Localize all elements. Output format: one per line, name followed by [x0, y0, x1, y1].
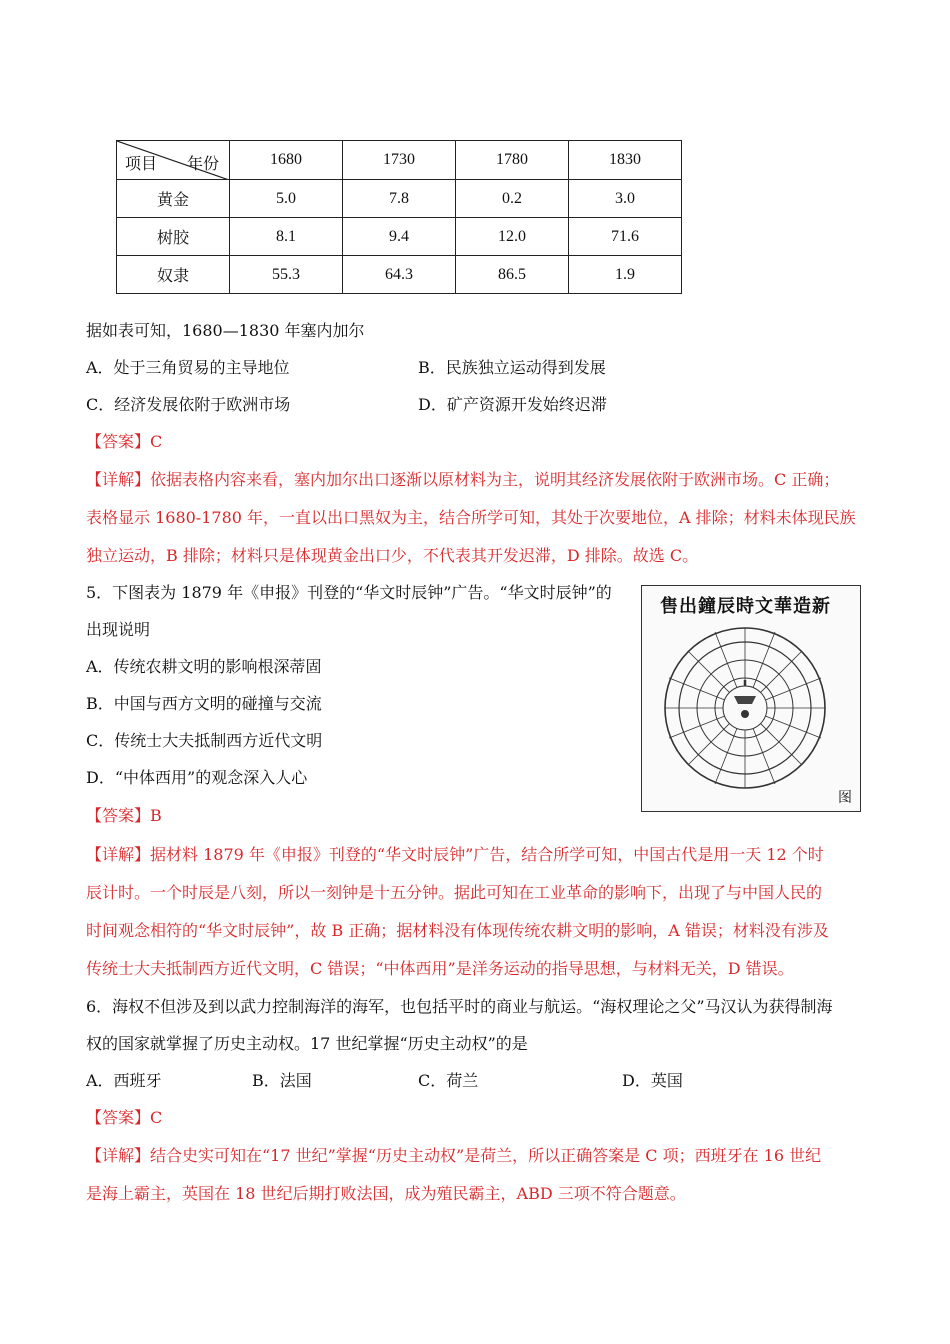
- q5-option-b: B．中国与西方文明的碰撞与交流: [86, 694, 322, 713]
- data-table: [116, 140, 682, 294]
- table-cell: 5.0: [230, 180, 343, 218]
- table-cell: 7.8: [343, 180, 456, 218]
- q4-answer: 【答案】C: [86, 432, 163, 451]
- clock-dial-icon: [642, 618, 860, 808]
- year-header: 1780: [456, 141, 569, 180]
- q5-option-d: D．“中体西用”的观念深入人心: [86, 768, 308, 787]
- q6-detail-line: 是海上霸主，英国在 18 世纪后期打败法国，成为殖民霸主，ABD 三项不符合题意。: [86, 1184, 686, 1203]
- table-row: [117, 256, 682, 294]
- figure-label: 图: [838, 790, 852, 806]
- table-header-corner: [117, 141, 230, 180]
- row-label: 黄金: [117, 180, 230, 218]
- table-cell: 12.0: [456, 218, 569, 256]
- q4-stem: 据如表可知，1680—1830 年塞内加尔: [86, 321, 365, 340]
- table-row: [117, 180, 682, 218]
- q5-detail-line: 时间观念相符的“华文时辰钟”，故 B 正确；据材料没有体现传统农耕文明的影响，A 错误；材料没有涉及: [86, 921, 829, 940]
- q6-option-b: B．法国: [252, 1071, 312, 1090]
- table-cell: 64.3: [343, 256, 456, 294]
- q5-option-a: A．传统农耕文明的影响根深蒂固: [86, 657, 322, 676]
- year-header: 1730: [343, 141, 456, 180]
- q5-answer: 【答案】B: [86, 806, 162, 825]
- header-item-label: 项目: [125, 156, 158, 173]
- row-label: 树胶: [117, 218, 230, 256]
- q6-stem-line: 6．海权不但涉及到以武力控制海洋的海军，也包括平时的商业与航运。“海权理论之父”马汉认为获得制海: [86, 997, 833, 1016]
- table-cell: 55.3: [230, 256, 343, 294]
- q4-detail-line: 独立运动，B 排除；材料只是体现黄金出口少，不代表其开发迟滞，D 排除。故选 C。: [86, 546, 699, 565]
- q4-option-c: C．经济发展依附于欧洲市场: [86, 395, 291, 414]
- clock-advertisement-figure: [641, 585, 861, 812]
- table-cell: 71.6: [569, 218, 682, 256]
- table-cell: 1.9: [569, 256, 682, 294]
- table-cell: 86.5: [456, 256, 569, 294]
- q6-option-c: C．荷兰: [418, 1071, 479, 1090]
- q6-detail-line: 【详解】结合史实可知在“17 世纪”掌握“历史主动权”是荷兰，所以正确答案是 C 项；西班牙在 16 世纪: [86, 1146, 822, 1165]
- header-year-label: 年份: [187, 156, 220, 173]
- q5-option-c: C．传统士大夫抵制西方近代文明: [86, 731, 323, 750]
- q5-detail-line: 传统士大夫抵制西方近代文明，C 错误；“中体西用”是洋务运动的指导思想，与材料无关，D 错误。: [86, 959, 794, 978]
- q5-detail-line: 【详解】据材料 1879 年《申报》刊登的“华文时辰钟”广告，结合所学可知，中国古代是用一天 12 个时: [86, 845, 824, 864]
- q6-stem-line: 权的国家就掌握了历史主动权。17 世纪掌握“历史主动权”的是: [86, 1034, 528, 1053]
- year-header: 1830: [569, 141, 682, 180]
- q4-detail-line: 【详解】依据表格内容来看，塞内加尔出口逐渐以原材料为主，说明其经济发展依附于欧洲市场。C 正确；: [86, 470, 840, 489]
- year-header: 1680: [230, 141, 343, 180]
- q5-detail-line: 辰计时。一个时辰是八刻，所以一刻钟是十五分钟。据此可知在工业革命的影响下，出现了与中国人民的: [86, 883, 823, 902]
- table-cell: 8.1: [230, 218, 343, 256]
- q4-option-d: D．矿产资源开发始终迟滞: [418, 395, 607, 414]
- q6-option-d: D．英国: [622, 1071, 683, 1090]
- q4-detail-line: 表格显示 1680-1780 年，一直以出口黑奴为主，结合所学可知，其处于次要地位，A 排除；材料未体现民族: [86, 508, 856, 527]
- figure-title: 新造華文時辰鐘出售: [660, 596, 831, 617]
- row-label: 奴隶: [117, 256, 230, 294]
- table-cell: 3.0: [569, 180, 682, 218]
- table-cell: 0.2: [456, 180, 569, 218]
- q4-option-a: A．处于三角贸易的主导地位: [86, 358, 290, 377]
- q5-stem-line: 出现说明: [86, 620, 151, 639]
- table-cell: 9.4: [343, 218, 456, 256]
- q4-option-b: B．民族独立运动得到发展: [418, 358, 606, 377]
- q6-answer: 【答案】C: [86, 1108, 163, 1127]
- table-row: [117, 218, 682, 256]
- q5-stem-line: 5．下图表为 1879 年《申报》刊登的“华文时辰钟”广告。“华文时辰钟”的: [86, 583, 612, 602]
- q6-option-a: A．西班牙: [86, 1071, 162, 1090]
